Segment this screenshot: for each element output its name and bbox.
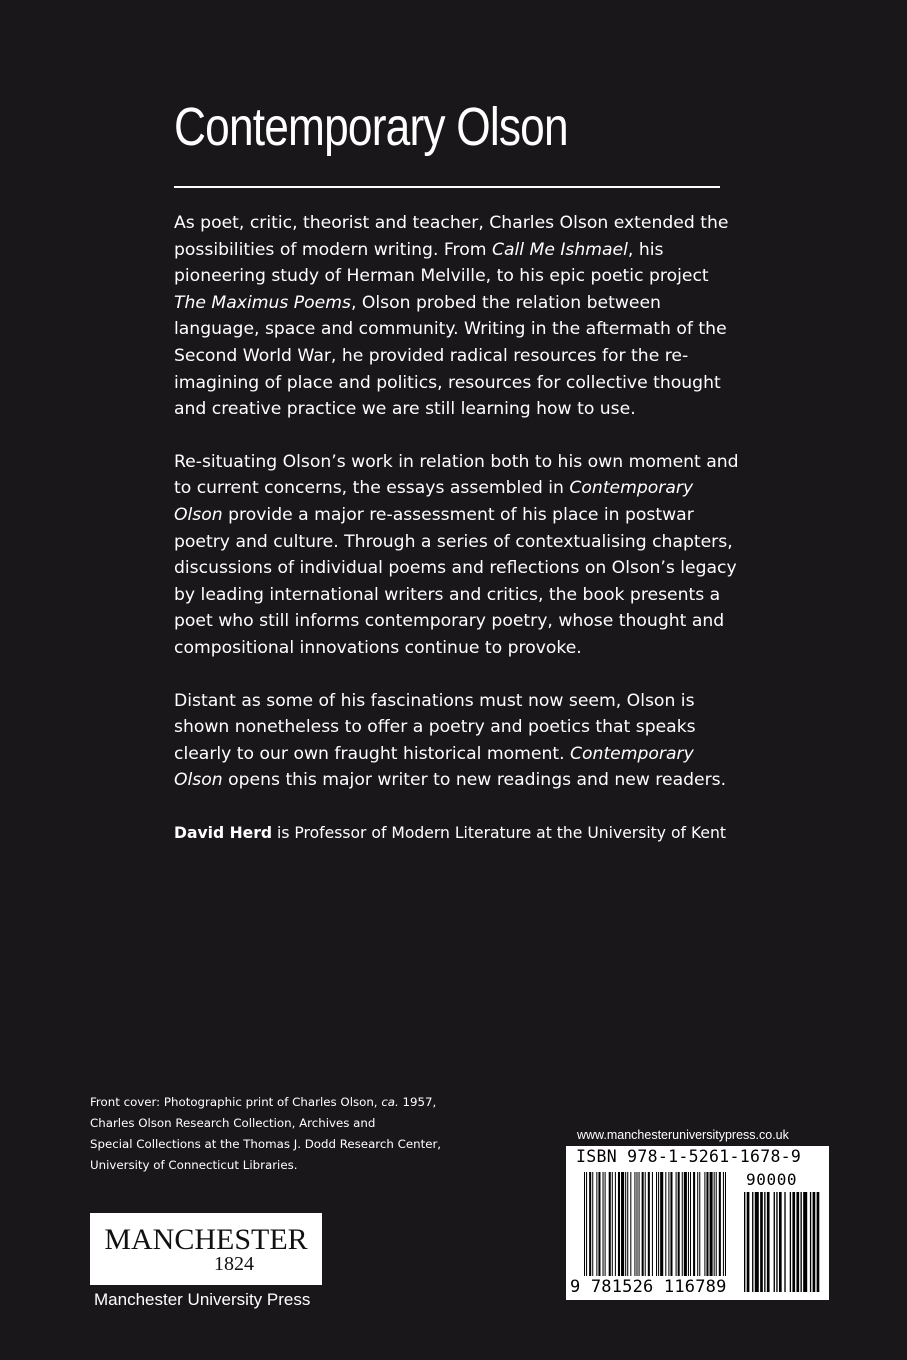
blurb-text: Distant as some of his fascinations must now seem, Olson is shown nonetheless to offer a poetry and poetics that speaks clearly to our own fraught historical moment. [174, 690, 696, 764]
barcode-bar [596, 1172, 597, 1276]
barcode-bar [621, 1172, 624, 1276]
author-name: David Herd [174, 823, 273, 842]
barcode-bar [639, 1172, 640, 1276]
barcode-bar [688, 1172, 689, 1276]
barcode-bar [612, 1172, 613, 1276]
barcode-bar [627, 1172, 628, 1276]
author-bio [174, 820, 744, 847]
barcode-addon-number: 90000 [746, 1170, 798, 1189]
barcode-bar [774, 1192, 775, 1292]
barcode-bar [586, 1172, 587, 1276]
cover-credit-line-1: Front cover: Photographic print of Charles Olson, ca. 1957, [90, 1095, 437, 1109]
barcode-bar [615, 1172, 616, 1276]
barcode-bar [670, 1172, 672, 1276]
blurb-text: , his pioneering study of Herman Melville, to his epic poetic project [174, 239, 709, 287]
barcode-bar [658, 1172, 659, 1276]
barcode-bar [605, 1172, 606, 1276]
blurb-paragraph-3 [174, 688, 744, 794]
logo-name: MANCHESTER [104, 1223, 308, 1256]
isbn-barcode [566, 1146, 829, 1300]
barcode-bar [760, 1192, 763, 1292]
barcode-bar [678, 1172, 680, 1276]
blurb-text: , Olson probed the relation between language, space and community. Writing in the aftermath of the Second World War, he provided radical resources for the re-imagining of place and politics, resources for collective thought and creative practice we are still learning how to use. [174, 292, 727, 420]
italic-title: Call Me Ishmael [491, 239, 628, 260]
barcode-bar [660, 1172, 663, 1276]
barcode-bar [598, 1172, 600, 1276]
barcode-bar [642, 1172, 644, 1276]
barcode-bar [665, 1172, 666, 1276]
barcode-bar [652, 1172, 653, 1276]
barcode-bar [682, 1172, 683, 1276]
barcode-bar [634, 1172, 635, 1276]
barcode-bar [796, 1192, 799, 1292]
barcode-bar [813, 1192, 816, 1292]
barcode-bar [817, 1192, 820, 1292]
barcode-bar [752, 1192, 753, 1292]
barcode-bar [706, 1172, 708, 1276]
italic-title: The Maximus Poems [174, 292, 351, 313]
publisher-logo [90, 1213, 322, 1285]
barcode-bar [645, 1172, 646, 1276]
barcode-bar [656, 1172, 657, 1276]
isbn-label: ISBN 978-1-5261-1678-9 [576, 1147, 802, 1166]
barcode-bar [676, 1172, 677, 1276]
barcode-bars [584, 1172, 726, 1276]
barcode-bar [603, 1172, 604, 1276]
barcode-bar [710, 1172, 713, 1276]
blurb-text: opens this major writer to new readings and new readers. [222, 770, 727, 791]
barcode-bar [764, 1192, 765, 1292]
barcode-bar [776, 1192, 777, 1292]
barcode-bar [697, 1172, 698, 1276]
blurb-text: Re-situating Olson’s work in relation both to his own moment and to current concerns, the essays assembled in [174, 451, 739, 499]
barcode-bar [755, 1192, 759, 1292]
barcode-bar [747, 1192, 750, 1292]
barcode-bar [636, 1172, 637, 1276]
barcode-bar [723, 1172, 724, 1276]
publisher-url: www.manchesteruniversitypress.co.uk [577, 1128, 789, 1142]
barcode-bar [779, 1192, 782, 1292]
barcode-bar [584, 1172, 585, 1276]
barcode-addon-bars [744, 1192, 822, 1292]
barcode-bar [625, 1172, 626, 1276]
barcode-bar [792, 1192, 795, 1292]
barcode-bar [716, 1172, 717, 1276]
barcode-bar [699, 1172, 700, 1276]
barcode-bar [668, 1172, 669, 1276]
barcode-bar [589, 1172, 591, 1276]
barcode-bar [803, 1192, 807, 1292]
barcode-bar [719, 1172, 721, 1276]
italic-title: Contemporary Olson [174, 743, 694, 791]
barcode-bar [767, 1192, 770, 1292]
barcode-bar [690, 1172, 691, 1276]
barcode-bar [714, 1172, 715, 1276]
press-name: Manchester University Press [94, 1290, 311, 1309]
blurb-text: As poet, critic, theorist and teacher, Charles Olson extended the possibilities of modern writing. From [174, 213, 729, 260]
cover-credit [90, 1092, 450, 1176]
barcode-bar [618, 1172, 620, 1276]
barcode-bar [684, 1172, 687, 1276]
blurb [174, 210, 744, 872]
barcode-bar [704, 1172, 705, 1276]
barcode-bar [725, 1172, 726, 1276]
cover-credit-line-4: University of Connecticut Libraries. [90, 1158, 298, 1172]
logo-year: 1824 [214, 1253, 254, 1275]
blurb-paragraph-2 [174, 449, 744, 662]
barcode-bar [784, 1192, 785, 1292]
blurb-text: provide a major re-assessment of his place in postwar poetry and culture. Through a series of contextualising chapters, discussions of individual poems and reflections on Olson’s legacy by leading international writers and critics, the book presents a poet who still informs contemporary poetry, whose thought and compositional innovations continue to provoke. [174, 504, 737, 658]
book-title: Contemporary Olson [174, 97, 568, 157]
ean-number: 9 781526 116789 [570, 1277, 727, 1297]
barcode-bar [693, 1172, 695, 1276]
barcode-bar [800, 1192, 801, 1292]
author-bio-text: is Professor of Modern Literature at the University of Kent [272, 823, 726, 842]
cover-credit-line-3: Special Collections at the Thomas J. Dodd Research Center, [90, 1137, 442, 1151]
barcode-bar [592, 1172, 593, 1276]
cover-credit-line-2: Charles Olson Research Collection, Archives and [90, 1116, 376, 1130]
barcode-bar [609, 1172, 611, 1276]
barcode-bar [648, 1172, 650, 1276]
barcode-bar [744, 1192, 745, 1292]
barcode-bar [630, 1172, 631, 1276]
title-rule [174, 186, 720, 188]
barcode-bar [810, 1192, 811, 1292]
barcode-bar [790, 1192, 791, 1292]
italic-title: Contemporary Olson [174, 478, 694, 525]
blurb-paragraph-1 [174, 210, 744, 423]
